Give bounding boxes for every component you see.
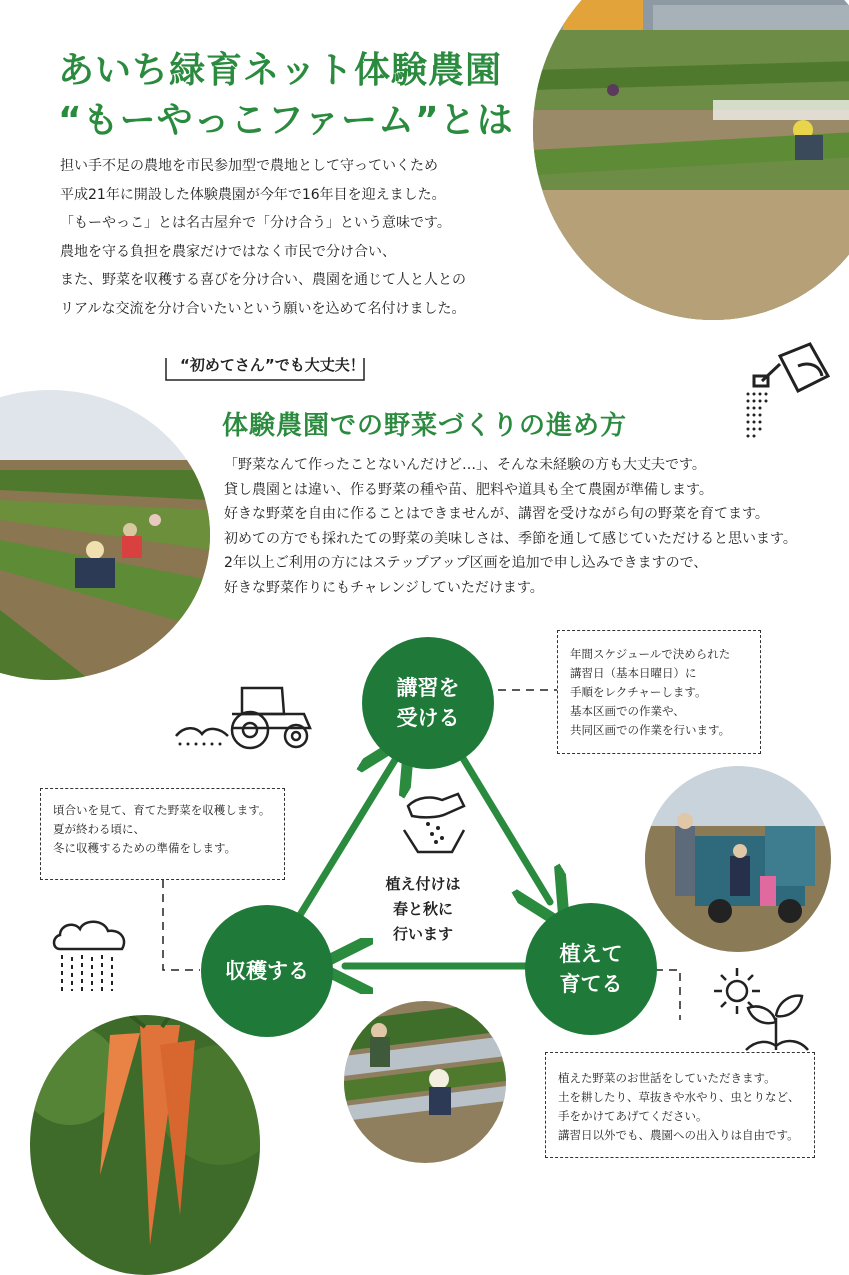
- node-grow-label: 植えて 育てる: [559, 942, 623, 996]
- body-line: 好きな野菜作りにもチャレンジしていただけます。: [224, 579, 544, 596]
- box-line: 頃合いを見て、育てた野菜を収穫します。: [53, 803, 271, 817]
- info-box-grow: [545, 1052, 815, 1158]
- body-line: 2年以上ご利用の方にはステップアップ区画を追加で申し込みできますので、: [224, 555, 708, 571]
- intro-paragraph: [60, 152, 466, 323]
- field-rows-photo: [344, 1001, 506, 1163]
- node-lecture-label: 講習を 受ける: [396, 676, 460, 730]
- intro-line: 「もーやっこ」とは名古屋弁で「分け合う」という意味です。: [60, 215, 451, 231]
- rain-cloud-icon: [48, 915, 134, 999]
- watering-can-icon: [740, 336, 840, 450]
- box-line: 土を耕したり、草抜きや水やり、虫とりなど、: [558, 1090, 800, 1104]
- intro-line: 平成21年に開設した体験農園が今年で16年目を迎えました。: [60, 186, 446, 203]
- box-line: 講習日以外でも、農園への出入りは自由です。: [558, 1128, 799, 1142]
- body-line: 貸し農園とは違い、作る野菜の種や苗、肥料や道具も全て農園が準備します。: [224, 481, 713, 498]
- node-harvest: [201, 905, 333, 1037]
- body-line: 初めての方でも採れたての野菜の美味しさは、季節を通して感じていただけると思います。: [224, 530, 797, 547]
- box-line: 基本区画での作業や、: [570, 704, 685, 718]
- seed-sowing-icon: [398, 786, 470, 860]
- info-box-lecture: [557, 630, 761, 754]
- farm-field-photo: [533, 0, 849, 320]
- intro-line: 農地を守る負担を農家だけではなく市民で分け合い、: [60, 243, 396, 260]
- title-line-1: あいち緑育ネット体験農園: [58, 50, 503, 91]
- box-line: 手順をレクチャーします。: [570, 685, 707, 699]
- box-line: 植えた野菜のお世話をしていただきます。: [558, 1071, 776, 1085]
- intro-line: 担い手不足の農地を市民参加型で農地として守っていくため: [60, 158, 438, 174]
- carrot-photo: [30, 1015, 260, 1275]
- box-line: 冬に収穫するための準備をします。: [53, 841, 237, 855]
- box-line: 年間スケジュールで決められた: [570, 647, 731, 661]
- callout-beginner: [160, 346, 370, 386]
- node-grow: [525, 903, 657, 1035]
- node-harvest-label: 収穫する: [225, 959, 309, 983]
- box-line: 手をかけてあげてください。: [558, 1109, 708, 1123]
- page-title: [58, 46, 514, 146]
- section-body: [224, 453, 797, 600]
- intro-line: リアルな交流を分け合いたいという願いを込めて名付けました。: [60, 300, 466, 317]
- tractor-icon: [172, 682, 317, 756]
- box-line: 共同区画での作業を行います。: [570, 723, 731, 737]
- body-line: 「野菜なんて作ったことないんだけど…」、そんな未経験の方も大丈夫です。: [224, 457, 706, 473]
- intro-line: また、野菜を収穫する喜びを分け合い、農園を通じて人と人との: [60, 272, 466, 288]
- node-lecture: [362, 637, 494, 769]
- box-line: 講習日（基本日曜日）に: [570, 666, 697, 680]
- box-line: 夏が終わる頃に、: [53, 822, 145, 836]
- truck-photo: [645, 766, 831, 952]
- info-box-harvest: [40, 788, 285, 880]
- title-line-2: “もーやっこファーム”とは: [58, 100, 514, 141]
- center-note: 植え付けは 春と秋に 行います: [385, 875, 461, 943]
- callout-text: “初めてさん”でも大丈夫！: [180, 356, 365, 374]
- sprout-icon: [742, 990, 812, 1056]
- body-line: 好きな野菜を自由に作ることはできませんが、講習を受けながら旬の野菜を育てます。: [224, 506, 769, 522]
- section-heading: 体験農園での野菜づくりの進め方: [222, 411, 628, 441]
